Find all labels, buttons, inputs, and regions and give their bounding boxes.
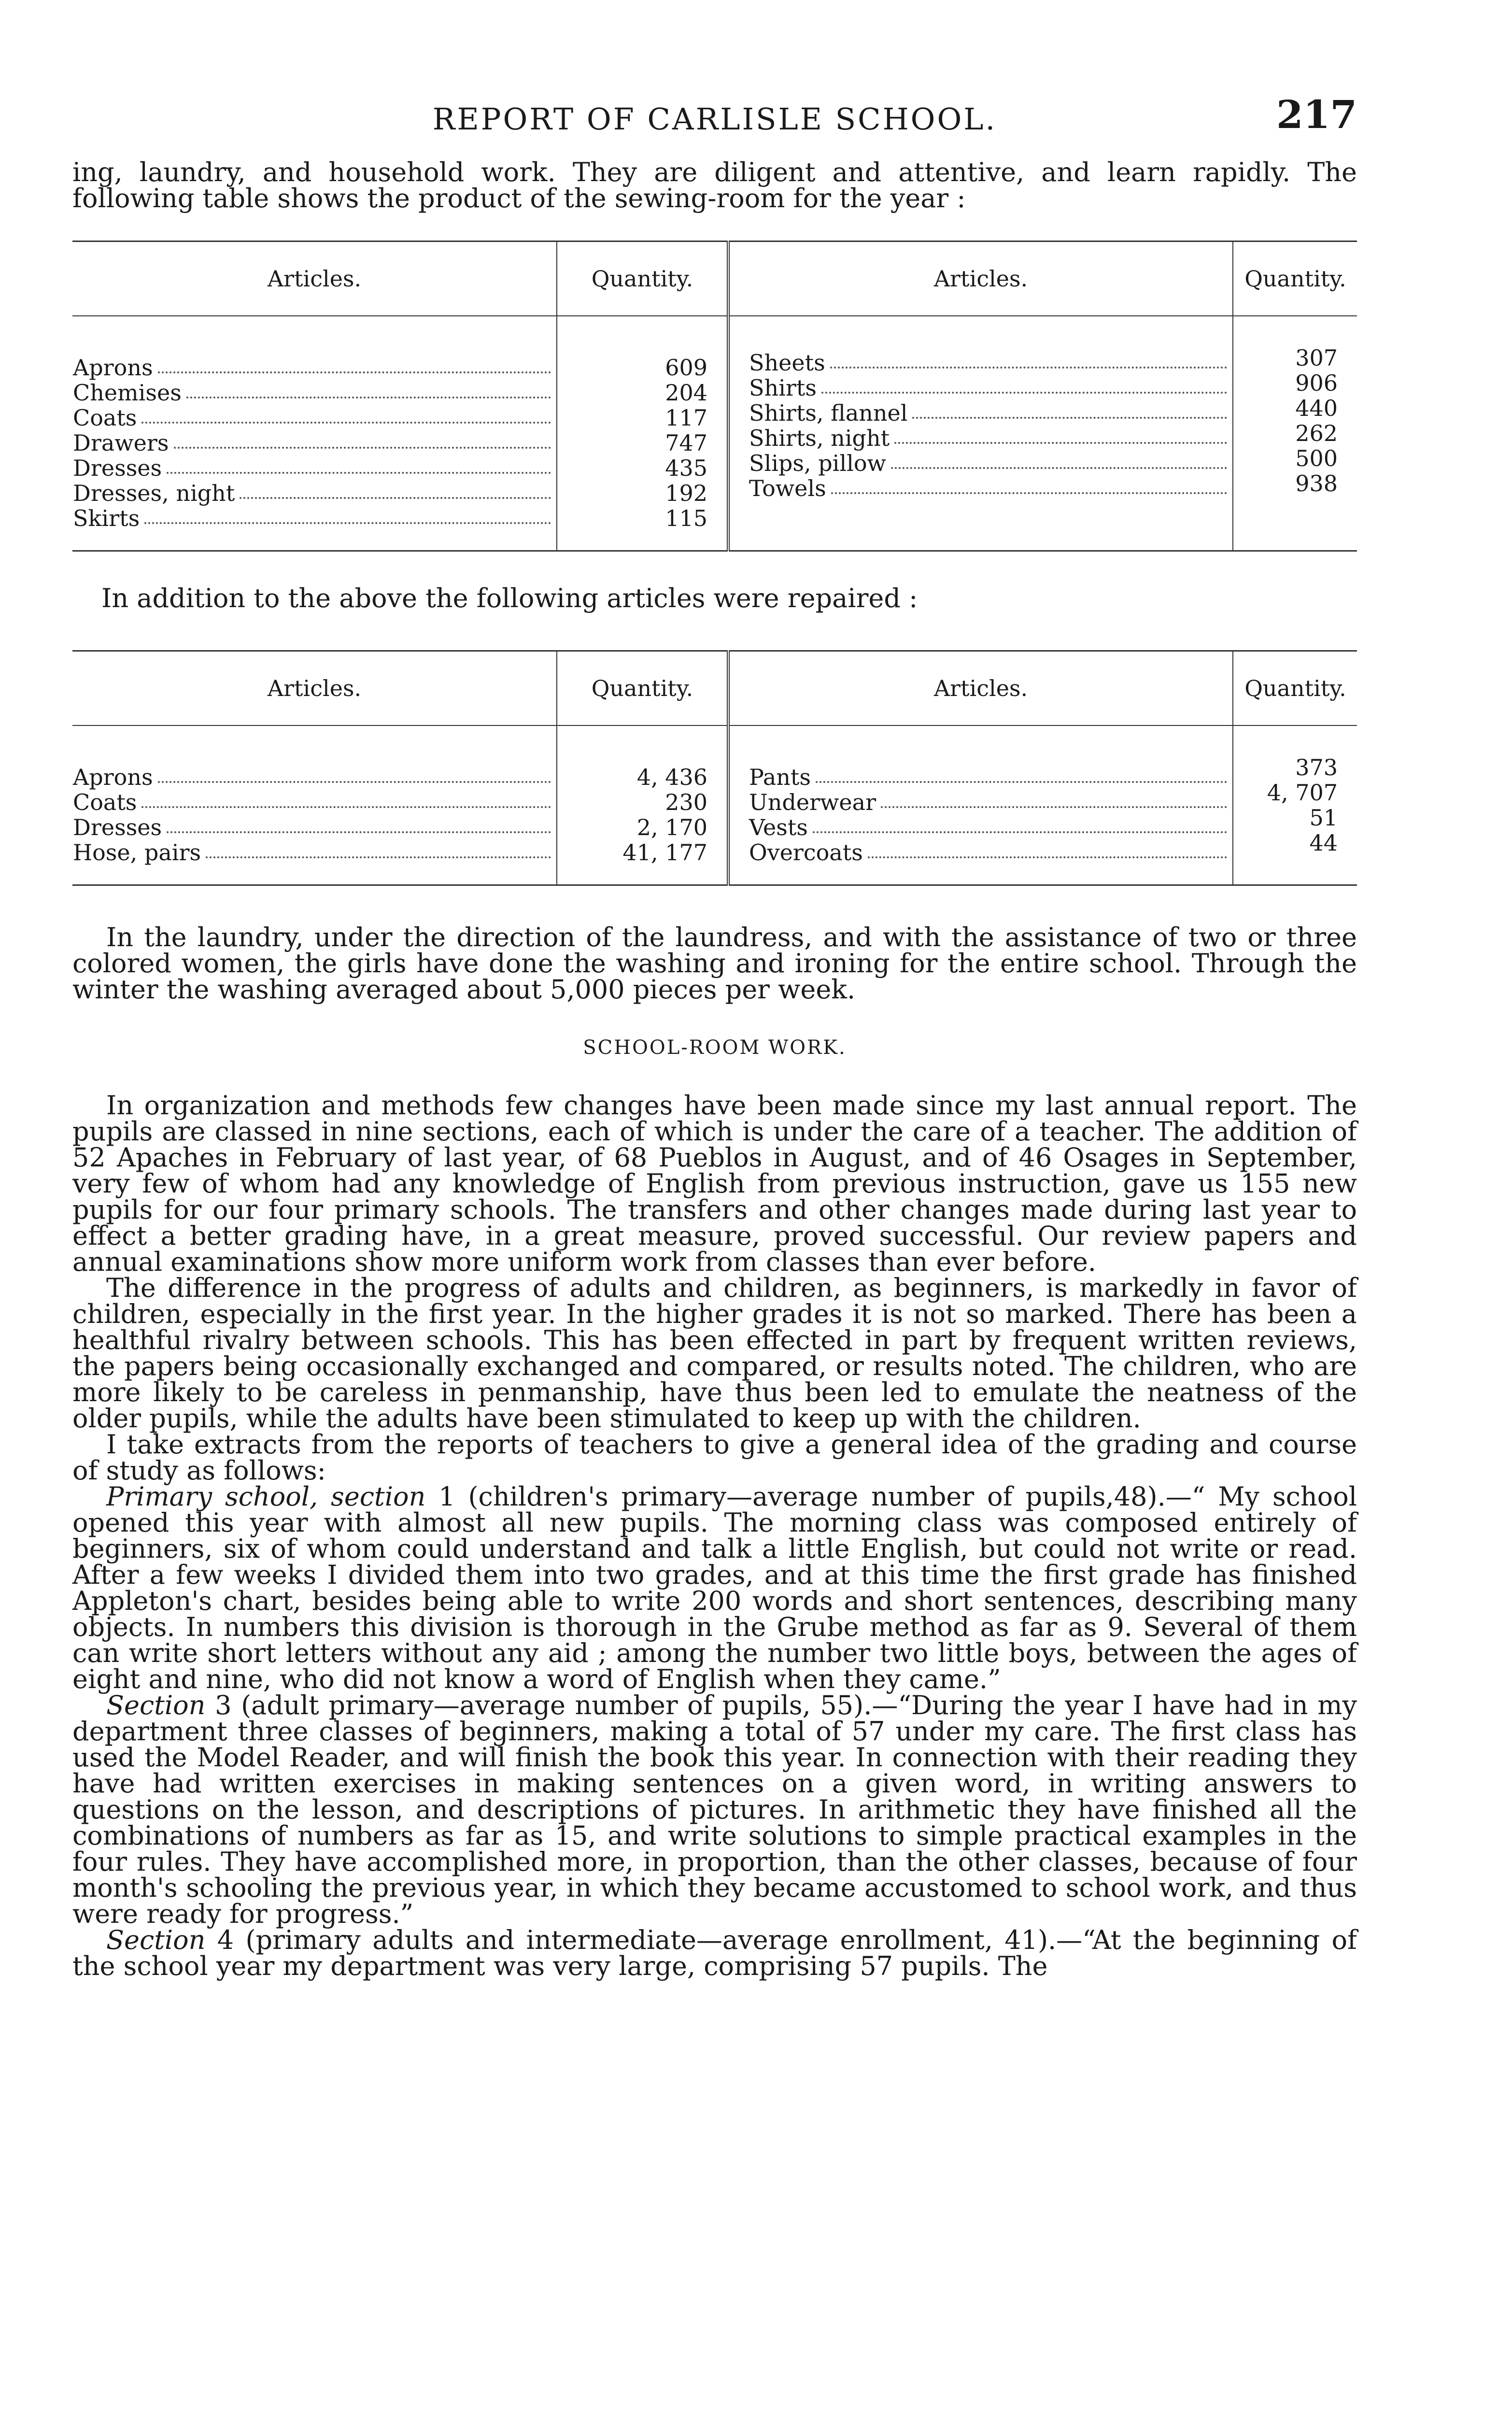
articles-list-left (72, 316, 557, 551)
quantity-cell: 373 (1295, 754, 1338, 781)
header-articles-right: Articles. (728, 242, 1233, 316)
header-quantity-left: Quantity. (557, 651, 728, 726)
article-row: Coats (73, 790, 556, 815)
section-label: Section (106, 1925, 206, 1955)
body-paragraph-1: In organization and methods few changes have been made since my last annual report. The pupils are classed in nine sections, each of which is under the care of a teacher. The addition of 52 Apaches in February of last year, of 68 Pueblos in August, and of 46 Osages in September, very few of whom had any knowledge of English from previous instruction, gave us 155 new pupils for our four primary schools. The transfers and other changes made during last year to effect a better grading have, in a great measure, proved successful. Our review papers and annual examinations show more uniform work from classes than ever before. (72, 1090, 1357, 1277)
running-title: REPORT OF CARLISLE SCHOOL. (432, 101, 997, 137)
articles-list-right (728, 316, 1233, 551)
quantity-cell: 440 (1295, 395, 1338, 421)
quantity-cell: 262 (1295, 420, 1338, 446)
quantity-cell: 2, 170 (636, 814, 707, 840)
body-paragraph-4: Primary school, section 1 (children's primary—average number of pupils,48).—“ My school opened this year with almost all new pupils. The morning class was composed entirely of beginners, six of whom could understand and talk a little English, but could not write or read. After a few weeks I divided them into two grades, and at this time the first grade has finished Appleton's chart, besides being able to write 200 words and short sentences, describing many objects. In numbers this division is thorough in the Grube method as far as 9. Several of them can write short letters without any aid ; among the number two little boys, between the ages of eight and nine, who did not know a word of English when they came.” (72, 1481, 1357, 1694)
quantity-cell: 307 (1295, 345, 1338, 371)
section-label: Section (106, 1690, 206, 1720)
intro-paragraph: ing, laundry, and household work. They are diligent and attentive, and learn rapidly. The following table shows the product of the sewing-room for the year : (72, 157, 1357, 213)
article-row: Coats (73, 405, 556, 430)
article-row: Pants (749, 765, 1232, 790)
article-row: Slips, pillow (749, 451, 1232, 476)
quantity-cell: 41, 177 (622, 839, 707, 866)
quantity-list-right (1233, 316, 1357, 551)
header-quantity-right: Quantity. (1233, 651, 1357, 726)
article-row: Hose, pairs (73, 840, 556, 865)
body-paragraph-5: Section 3 (adult primary—average number of pupils, 55).—“During the year I have had in my department three classes of beginners, making a total of 57 under my care. The first class has used the Model Reader, and will finish the book this year. In connection with their reading they have had written exercises in making sentences on a given word, in writing answers to questions on the lesson, and descriptions of pictures. In arithmetic they have finished all the combinations of numbers as far as 15, and write solutions to simple practical examples in the four rules. They have accomplished more, in proportion, than the other classes, because of four month's schooling the previous year, in which they became accustomed to school work, and thus were ready for progress.” (72, 1690, 1357, 1929)
article-row: Shirts (749, 375, 1232, 400)
quantity-cell: 117 (665, 405, 707, 431)
quantity-cell: 4, 707 (1267, 780, 1338, 806)
quantity-cell: 500 (1295, 445, 1338, 471)
quantity-cell: 609 (665, 355, 707, 381)
quantity-cell: 747 (665, 430, 707, 456)
article-row: Dresses (73, 455, 556, 481)
body-paragraph-2: The difference in the progress of adults and children, as beginners, is markedly in favor of children, especially in the first year. In the higher grades it is not so marked. There has been a healthful rivalry between schools. This has been effected in part by frequent written reviews, the papers being occasionally exchanged and compared, or results noted. The children, who are more likely to be careless in penmanship, have thus been led to emulate the neatness of the older pupils, while the adults have been stimulated to keep up with the children. (72, 1273, 1357, 1434)
articles-list-left (72, 725, 557, 885)
article-row: Vests (749, 815, 1232, 840)
sewing-product-table (72, 241, 1357, 552)
article-row: Dresses, night (73, 481, 556, 506)
quantity-cell: 435 (665, 455, 707, 481)
quantity-cell: 115 (665, 505, 707, 531)
quantity-cell: 4, 436 (636, 764, 707, 790)
header-articles-left: Articles. (72, 242, 557, 316)
header-quantity-right: Quantity. (1233, 242, 1357, 316)
article-row: Underwear (749, 790, 1232, 815)
body-paragraph-3: I take extracts from the reports of teachers to give a general idea of the grading and course of study as follows: (72, 1429, 1357, 1486)
document-page (72, 87, 1357, 1979)
article-row: Drawers (73, 430, 556, 455)
quantity-list-right (1233, 725, 1357, 885)
article-row: Sheets (749, 350, 1232, 375)
quantity-cell: 51 (1309, 805, 1338, 831)
quantity-cell: 204 (665, 380, 707, 406)
header-quantity-left: Quantity. (557, 242, 728, 316)
article-row: Shirts, flannel (749, 400, 1232, 426)
repaired-articles-table (72, 650, 1357, 886)
quantity-list-left (557, 725, 728, 885)
articles-list-right (728, 725, 1233, 885)
header-articles-right: Articles. (728, 651, 1233, 726)
article-row: Aprons (73, 355, 556, 380)
quantity-cell: 44 (1309, 830, 1338, 856)
article-row: Dresses (73, 815, 556, 840)
article-row: Aprons (73, 765, 556, 790)
article-row: Chemises (73, 380, 556, 405)
page-header (72, 87, 1357, 159)
body-paragraph-6: Section 4 (primary adults and intermediate—average enrollment, 41).—“At the beginning of the school year my department was very large, comprising 57 pupils. The (72, 1925, 1357, 1981)
quantity-cell: 230 (665, 789, 707, 815)
section-heading: SCHOOL-ROOM WORK. (583, 1037, 847, 1059)
article-row: Shirts, night (749, 426, 1232, 451)
quantity-cell: 938 (1295, 470, 1338, 497)
section-label: Primary school, section (106, 1481, 426, 1512)
laundry-paragraph: In the laundry, under the direction of the laundress, and with the assistance of two or three colored women, the girls have done the washing and ironing for the entire school. Through the winter the washing averaged about 5,000 pieces per week. (72, 922, 1357, 1005)
header-articles-left: Articles. (72, 651, 557, 726)
quantity-cell: 906 (1295, 370, 1338, 396)
article-row: Towels (749, 476, 1232, 501)
article-row: Skirts (73, 506, 556, 531)
repaired-intro: In addition to the above the following articles were repaired : (101, 583, 918, 613)
article-row: Overcoats (749, 840, 1232, 865)
quantity-list-left (557, 316, 728, 551)
quantity-cell: 192 (665, 480, 707, 506)
page-number: 217 (1276, 92, 1357, 137)
